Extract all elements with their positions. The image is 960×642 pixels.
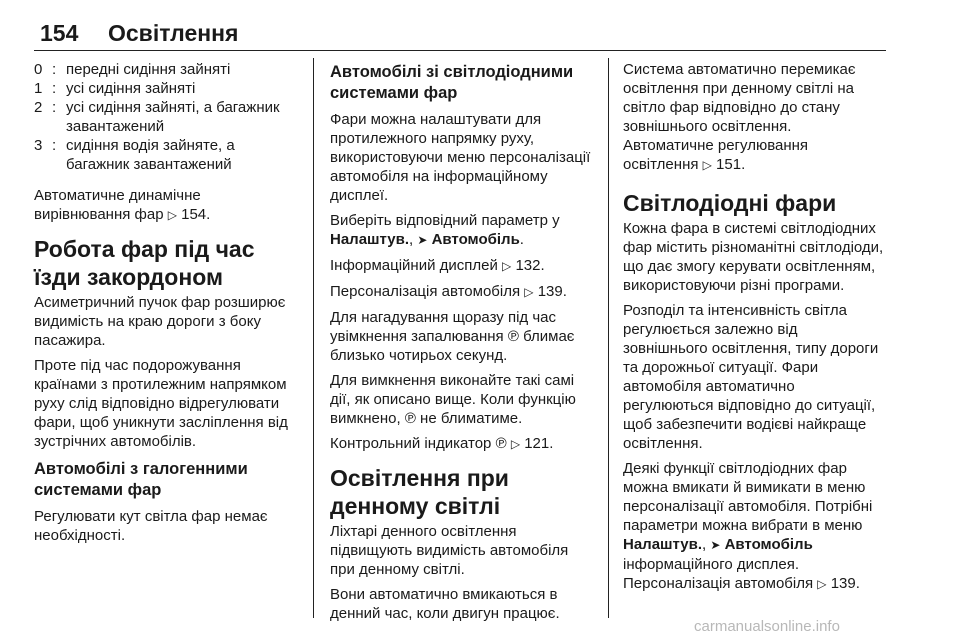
menu-path-settings: Налаштув. <box>330 231 409 248</box>
list-item: 1 : усі сидіння зайняті <box>34 80 196 97</box>
paragraph: Контрольний індикатор ℗ ▷ 121. <box>330 435 554 452</box>
paragraph: Персоналізація автомобіля ▷ 139. <box>330 283 567 300</box>
headlight-indicator-icon: ℗ <box>507 328 519 345</box>
menu-path-vehicle: Автомобіль <box>431 231 520 248</box>
list-item: 2 : усі сидіння зайняті, а багажник завантажений <box>34 99 280 135</box>
paragraph: Інформаційний дисплей ▷ 132. <box>330 257 545 274</box>
header-rule <box>34 50 886 51</box>
column-divider <box>608 58 609 618</box>
page-link[interactable]: 154. <box>181 206 211 223</box>
page-header <box>0 0 960 56</box>
page-ref-icon: ▷ <box>817 577 827 591</box>
paragraph: Розподіл та інтенсивність світла регулюється залежно від зовнішнього освітлення, типу дороги та дорожньої ситуації. Фари автомобіля автоматично регулюються відповідно до ситуації, щоб забезпечити водієві найкраще освітлення. <box>623 302 879 452</box>
page-link[interactable]: 121. <box>524 435 554 452</box>
paragraph: Ліхтарі денного освітлення підвищують видимість автомобіля при денному світлі. <box>330 523 569 578</box>
paragraph: Виберіть відповідний параметр у Налаштув., ➤ Автомобіль. <box>330 212 560 248</box>
headlight-indicator-icon: ℗ <box>404 410 416 427</box>
page-title: Освітлення <box>108 20 239 46</box>
paragraph: Асиметричний пучок фар розширює видимість на краю дороги з боку пасажира. <box>34 294 286 349</box>
page-link[interactable]: 151. <box>716 156 746 173</box>
page-ref-icon: ▷ <box>524 285 534 299</box>
page-link[interactable]: 132. <box>515 257 545 274</box>
page-link[interactable]: 139. <box>830 575 860 592</box>
section-heading: Світлодіодні фари <box>623 190 837 216</box>
page-ref-icon: ▷ <box>167 208 177 222</box>
subsection-heading: Автомобілі зі світлодіодними системами фар <box>330 63 574 102</box>
page-ref-icon: ▷ <box>502 259 512 273</box>
column-3 <box>623 60 885 600</box>
arrow-icon: ➤ <box>417 233 428 247</box>
subsection-heading: Автомобілі з галогенними системами фар <box>34 460 248 499</box>
column-2 <box>330 60 592 629</box>
paragraph: Фари можна налаштувати для протилежного напрямку руху, використовуючи меню персоналізації автомобіля на інформаційному дисплеї. <box>330 111 591 204</box>
paragraph: Автоматичне динамічне вирівнювання фар ▷ 154. <box>34 187 211 223</box>
load-list <box>34 60 298 174</box>
paragraph: Для нагадування щоразу під час увімкнення запалювання ℗ блимає близько чотирьох секунд. <box>330 309 575 364</box>
page-ref-icon: ▷ <box>510 437 521 451</box>
menu-path-settings: Налаштув. <box>623 536 702 553</box>
paragraph: Деякі функції світлодіодних фар можна вмикати й вимикати в меню персоналізації автомобіля. Потрібні параметри можна вибрати в меню Налаштув., ➤ Автомобіль інформаційного дисплея. Персоналізація автомобіля ▷ 139. <box>623 460 873 592</box>
paragraph: Регулювати кут світла фар немає необхідності. <box>34 508 268 544</box>
column-divider <box>313 58 314 618</box>
menu-path-vehicle: Автомобіль <box>724 536 813 553</box>
paragraph: Для вимкнення виконайте такі самі дії, як описано вище. Коли функцію вимкнено, ℗ не блиматиме. <box>330 372 576 427</box>
headlight-indicator-icon: ℗ <box>495 435 507 452</box>
section-heading: Освітлення при денному світлі <box>330 465 509 519</box>
page-link[interactable]: 139. <box>537 283 567 300</box>
page-ref-icon: ▷ <box>702 158 712 172</box>
page-number: 154 <box>40 20 79 46</box>
section-heading: Робота фар під час їзди закордоном <box>34 236 255 290</box>
paragraph: Кожна фара в системі світлодіодних фар містить різноманітні світлодіоди, що дає змогу керувати освітленням, використовуючи різні програми. <box>623 220 884 294</box>
arrow-icon: ➤ <box>710 538 721 552</box>
list-item: 0 : передні сидіння зайняті <box>34 61 231 78</box>
list-item: 3 : сидіння водія зайняте, а багажник завантажений <box>34 137 235 173</box>
paragraph: Система автоматично перемикає освітлення при денному світлі на світло фар відповідно до стану зовнішнього освітлення. Автоматичне регулювання освітлення ▷ 151. <box>623 61 856 173</box>
paragraph: Проте під час подорожування країнами з протилежним напрямком руху слід відповідно відрегулювати фари, щоб уникнути засліплення від зустрічних автомобілів. <box>34 357 288 450</box>
column-1 <box>34 60 298 551</box>
watermark: carmanualsonline.info <box>694 618 840 635</box>
paragraph: Вони автоматично вмикаються в денний час, коли двигун працює. <box>330 586 560 622</box>
